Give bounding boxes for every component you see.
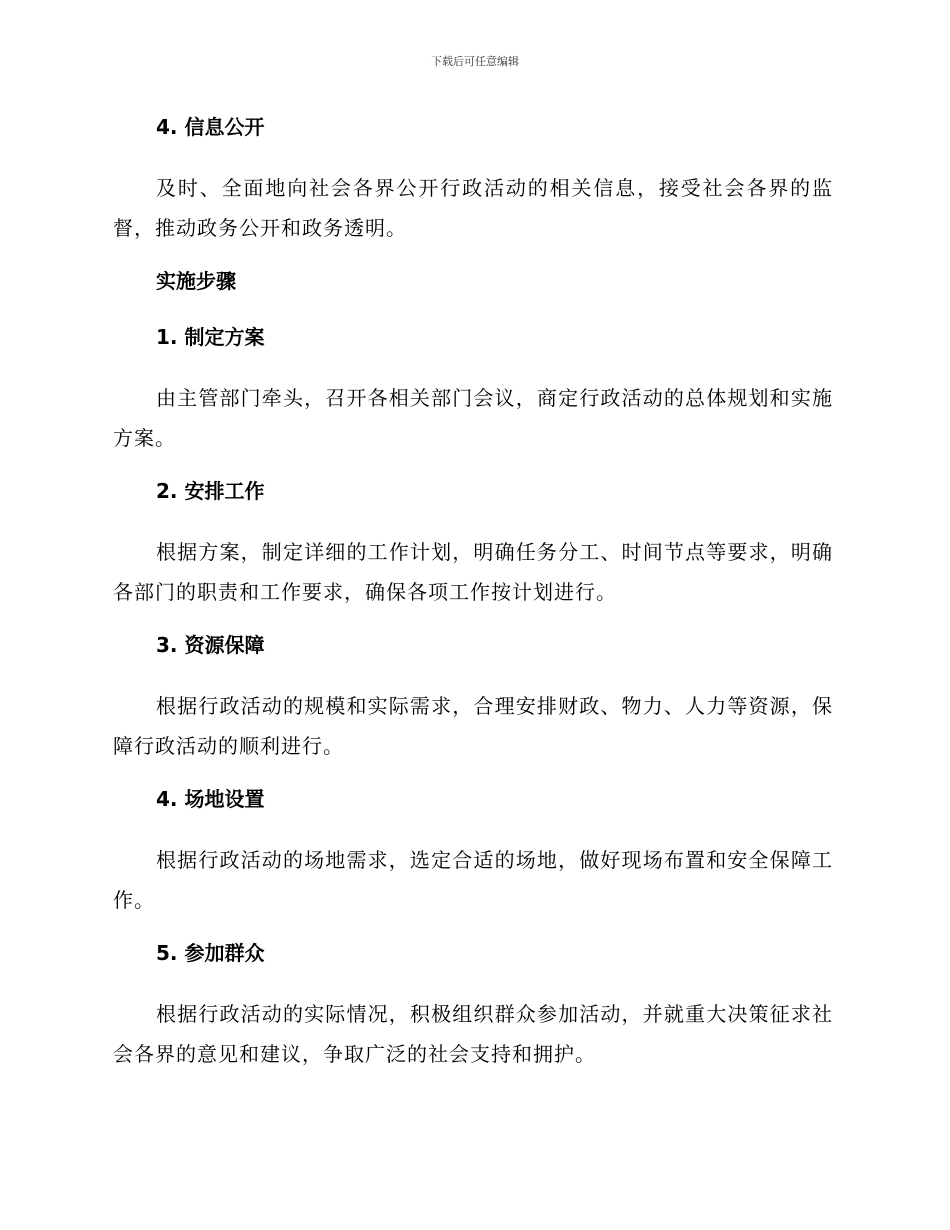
section-paragraph-info-disclosure: 及时、全面地向社会各界公开行政活动的相关信息，接受社会各界的监督，推动政务公开和政务透明。 (113, 176, 833, 240)
section-heading-info-disclosure: 4. 信息公开 (156, 115, 265, 139)
section-heading-implementation-steps: 实施步骤 (156, 269, 236, 293)
section-paragraph-resource-guarantee: 根据行政活动的规模和实际需求，合理安排财政、物力、人力等资源，保障行政活动的顺利进行。 (113, 694, 833, 758)
section-paragraph-make-plan: 由主管部门牵头，召开各相关部门会议，商定行政活动的总体规划和实施方案。 (113, 386, 833, 450)
section-paragraph-public-participation: 根据行政活动的实际情况，积极组织群众参加活动，并就重大决策征求社会各界的意见和建议，争取广泛的社会支持和拥护。 (113, 1002, 833, 1066)
section-heading-make-plan: 1. 制定方案 (156, 325, 265, 349)
section-paragraph-venue-setup: 根据行政活动的场地需求，选定合适的场地，做好现场布置和安全保障工作。 (113, 848, 833, 912)
section-paragraph-arrange-work: 根据方案，制定详细的工作计划，明确任务分工、时间节点等要求，明确各部门的职责和工作要求，确保各项工作按计划进行。 (113, 540, 833, 604)
document-body (113, 112, 833, 1074)
page-header: 下载后可任意编辑 (431, 55, 519, 68)
section-heading-venue-setup: 4. 场地设置 (156, 787, 265, 811)
section-heading-public-participation: 5. 参加群众 (156, 941, 265, 965)
section-heading-resource-guarantee: 3. 资源保障 (156, 633, 265, 657)
section-heading-arrange-work: 2. 安排工作 (156, 479, 265, 503)
